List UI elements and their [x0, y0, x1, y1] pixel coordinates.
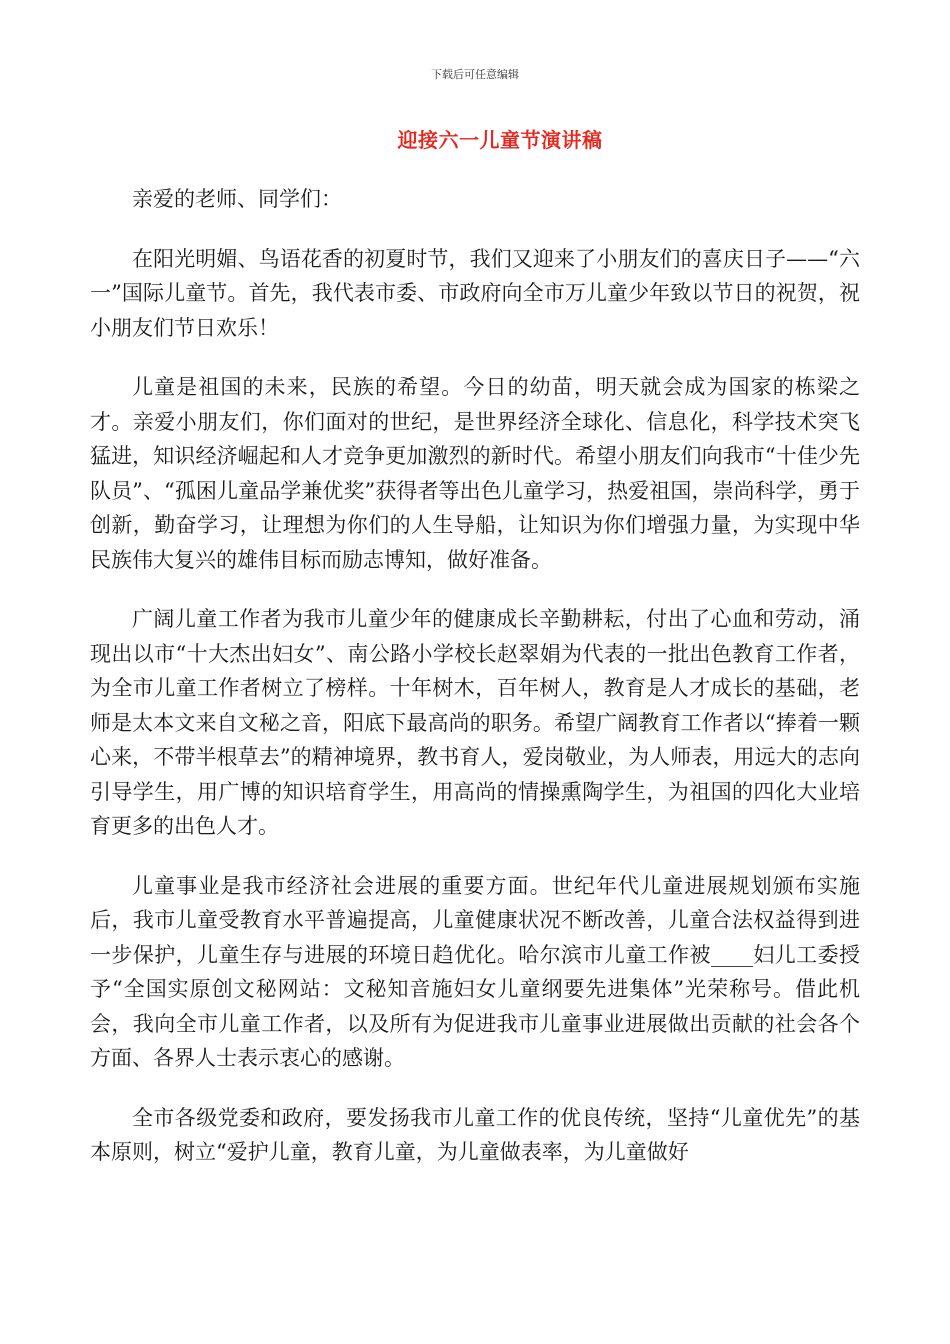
body-paragraph: 儿童是祖国的未来，民族的希望。今日的幼苗，明天就会成为国家的栋梁之才。亲爱小朋友们，你们面对的世纪，是世界经济全球化、信息化，科学技术突飞猛进，知识经济崛起和人才竞争更加激烈的新时代。希望小朋友们向我市“十佳少先队员”、“孤困儿童品学兼优奖”获得者等出色儿童学习，热爱祖国，崇尚科学，勇于创新，勤奋学习，让理想为你们的人生导船，让知识为你们增强力量，为实现中华民族伟大复兴的雄伟目标而励志博知，做好准备。	[90, 375, 860, 572]
header-note: 下载后可任意编辑	[431, 68, 519, 81]
body-paragraph: 在阳光明媚、鸟语花香的初夏时节，我们又迎来了小朋友们的喜庆日子——“六一”国际儿童节。首先，我代表市委、市政府向全市万儿童少年致以节日的祝贺，祝小朋友们节日欢乐！	[90, 246, 860, 340]
body-paragraph: 广阔儿童工作者为我市儿童少年的健康成长辛勤耕耘，付出了心血和劳动，涌现出以市“十大杰出妇女”、南公路小学校长赵翠娟为代表的一批出色教育工作者，为全市儿童工作者树立了榜样。十年树木，百年树人，教育是人才成长的基础，老师是太本文来自文秘之音，阳底下最高尚的职务。希望广阔教育工作者以“捧着一颗心来，不带半根草去”的精神境界，教书育人，爱岗敬业，为人师表，用远大的志向引导学生，用广博的知识培育学生，用高尚的情操熏陶学生，为祖国的四化大业培育更多的出色人才。	[90, 607, 860, 838]
body-paragraph: 全市各级党委和政府，要发扬我市儿童工作的优良传统，坚持“儿童优先”的基本原则，树立“爱护儿童，教育儿童，为儿童做表率，为儿童做好	[90, 1105, 860, 1164]
document-body	[90, 182, 860, 1195]
document-title: 迎接六一儿童节演讲稿	[397, 128, 603, 152]
salutation-paragraph: 亲爱的老师、同学们：	[132, 187, 342, 211]
body-paragraph: 儿童事业是我市经济社会进展的重要方面。世纪年代儿童进展规划颁布实施后，我市儿童受教育水平普遍提高，儿童健康状况不断改善，儿童合法权益得到进一步保护，儿童生存与进展的环境日趋优化。哈尔滨市儿童工作被____妇儿工委授予“全国实原创文秘网站：文秘知音施妇女儿童纲要先进集体”光荣称号。借此机会，我向全市儿童工作者，以及所有为促进我市儿童事业进展做出贡献的社会各个方面、各界人士表示衷心的感谢。	[90, 873, 860, 1070]
